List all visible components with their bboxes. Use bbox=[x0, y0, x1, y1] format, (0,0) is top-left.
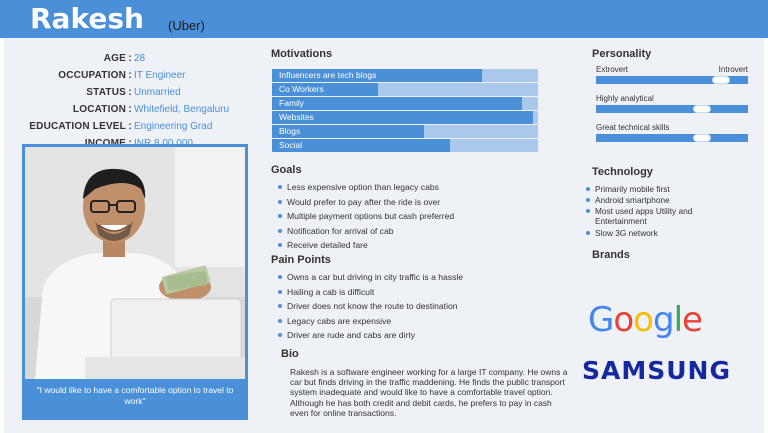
motivation-label: Social bbox=[279, 140, 303, 151]
motivation-label: Co Workers bbox=[279, 84, 324, 95]
goal-item: Less expensive option than legacy cabs bbox=[273, 181, 454, 196]
motivation-label: Influencers are tech blogs bbox=[279, 70, 377, 80]
profile-value: Unmarried bbox=[134, 87, 181, 98]
profile-row-education: EDUCATION LEVEL : Engineering Grad bbox=[4, 118, 264, 135]
motivations-title: Motivations bbox=[271, 48, 333, 60]
slider-left-label: Extrovert bbox=[596, 65, 629, 74]
persona-card bbox=[4, 38, 764, 433]
slider-track bbox=[596, 76, 748, 84]
personality-slider bbox=[596, 65, 748, 84]
profile-label: STATUS bbox=[86, 87, 126, 98]
brands-title: Brands bbox=[592, 249, 630, 261]
motivation-bar bbox=[272, 97, 538, 110]
company-label: (Uber) bbox=[168, 18, 205, 33]
goal-item: Multiple payment options but cash preferred bbox=[273, 210, 454, 225]
bio-text: Rakesh is a software engineer working for a large IT company. He owns a car but finds driving in the traffic maddening. He finds the public transport system inadequate and would like to have a comfortable travel option. Although he has both credit and debit cards, he prefers to pay in cash even for online transactions. bbox=[290, 367, 568, 418]
google-logo: Google bbox=[588, 300, 702, 340]
slider-track bbox=[596, 105, 748, 113]
profile-label: EDUCATION LEVEL bbox=[29, 121, 126, 132]
profile-row-occupation: OCCUPATION : IT Engineer bbox=[4, 67, 264, 84]
goals-title: Goals bbox=[271, 164, 302, 176]
samsung-logo: SAMSUNG bbox=[582, 356, 731, 385]
slider-right-label: Introvert bbox=[718, 65, 748, 74]
technology-item: Most used apps Utility and Entertainment bbox=[581, 206, 741, 228]
personality-slider bbox=[596, 123, 748, 142]
personality-sliders bbox=[596, 65, 748, 152]
persona-photo bbox=[25, 147, 245, 379]
technology-item: Android smartphone bbox=[581, 195, 741, 206]
profile-row-location: LOCATION : Whitefield, Bengaluru bbox=[4, 101, 264, 118]
pain-point-item: Driver does not know the route to destination bbox=[273, 300, 463, 315]
technology-title: Technology bbox=[592, 166, 653, 178]
motivation-bar bbox=[272, 139, 538, 152]
bio-title: Bio bbox=[281, 348, 299, 360]
persona-photo-card bbox=[22, 144, 248, 420]
profile-value: Engineering Grad bbox=[134, 121, 213, 132]
profile-value: Whitefield, Bengaluru bbox=[134, 104, 230, 115]
motivation-label: Blogs bbox=[279, 126, 301, 137]
persona-name: Rakesh bbox=[30, 2, 144, 35]
pain-points-title: Pain Points bbox=[271, 254, 331, 266]
motivation-bar bbox=[272, 83, 538, 96]
profile-label: AGE bbox=[103, 53, 126, 64]
personality-title: Personality bbox=[592, 48, 652, 60]
pain-point-item: Driver are rude and cabs are dirty bbox=[273, 329, 463, 344]
slider-knob bbox=[712, 76, 730, 84]
slider-track bbox=[596, 134, 748, 142]
technology-list bbox=[581, 184, 741, 239]
motivation-bar bbox=[272, 69, 538, 82]
motivation-bar bbox=[272, 125, 538, 138]
profile-label: OCCUPATION bbox=[58, 70, 126, 81]
motivations-list bbox=[272, 69, 538, 154]
personality-slider bbox=[596, 94, 748, 113]
persona-illustration bbox=[25, 147, 245, 379]
pain-point-item: Hailing a cab is difficult bbox=[273, 286, 463, 301]
profile-row-age: AGE : 28 bbox=[4, 50, 264, 67]
goal-item: Notification for arrival of cab bbox=[273, 225, 454, 240]
motivation-bar-fill bbox=[272, 97, 522, 110]
motivation-bar bbox=[272, 111, 538, 124]
technology-item: Primarily mobile first bbox=[581, 184, 741, 195]
goal-item: Would prefer to pay after the ride is over bbox=[273, 196, 454, 211]
pain-point-item: Legacy cabs are expensive bbox=[273, 315, 463, 330]
slider-knob bbox=[693, 105, 711, 113]
profile-value: IT Engineer bbox=[134, 70, 186, 81]
slider-left-label: Great technical skills bbox=[596, 123, 670, 132]
persona-quote: "I would like to have a comfortable option to travel to work" bbox=[36, 385, 234, 406]
pain-point-item: Owns a car but driving in city traffic is a hassle bbox=[273, 271, 463, 286]
technology-item: Slow 3G network bbox=[581, 228, 741, 239]
profile-value: 28 bbox=[134, 53, 146, 64]
profile-label: LOCATION bbox=[72, 104, 126, 115]
goals-list bbox=[273, 181, 454, 254]
pain-points-list bbox=[273, 271, 463, 344]
motivation-label: Family bbox=[279, 98, 305, 109]
header-banner bbox=[0, 0, 768, 38]
goal-item: Receive detailed fare bbox=[273, 239, 454, 254]
slider-left-label: Highly analytical bbox=[596, 94, 654, 103]
profile-row-status: STATUS : Unmarried bbox=[4, 84, 264, 101]
motivation-label: Websites bbox=[279, 112, 314, 123]
profile-info bbox=[4, 50, 264, 152]
slider-knob bbox=[693, 134, 711, 142]
